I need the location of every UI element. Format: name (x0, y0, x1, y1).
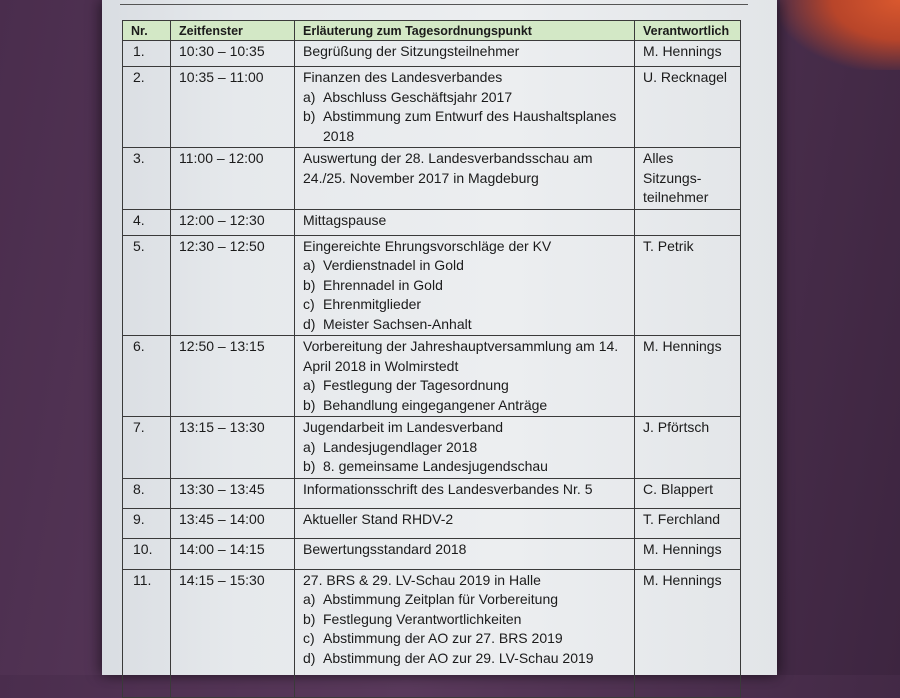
subitem-letter: a) (303, 438, 316, 455)
cell-erlaeuterung (295, 336, 635, 417)
topic-title: Jugendarbeit im Landesverband (303, 419, 504, 435)
subitem-text: Ehrennadel in Gold (323, 276, 443, 293)
cell-erlaeuterung (295, 538, 635, 569)
cell-nr: 8. (123, 478, 171, 508)
topic-title: Bewertungsstandard 2018 (303, 540, 467, 557)
topic-title: Finanzen des Landesverbandes (303, 69, 503, 85)
subitem-text: 8. gemeinsame Landesjugendschau (323, 458, 548, 474)
cell-nr: 10. (123, 538, 171, 569)
subitem-letter: a) (303, 591, 316, 607)
subitem-letter: a) (303, 377, 316, 393)
agenda-body (123, 41, 741, 698)
header-verantwortlich: Verantwortlich (635, 21, 741, 41)
subitem (303, 629, 628, 649)
cell-verantwortlich: T. Petrik (635, 235, 741, 336)
cell-erlaeuterung (295, 41, 635, 67)
table-row (123, 67, 741, 148)
cell-zeitfenster: 13:15 – 13:30 (171, 417, 295, 479)
subitem-letter: c) (303, 296, 315, 312)
cell-verantwortlich: J. Pförtsch (635, 417, 741, 479)
subitem-letter: b) (303, 396, 316, 413)
cell-erlaeuterung (295, 67, 635, 148)
top-rule (120, 0, 748, 5)
subitem (303, 315, 628, 335)
cell-nr: 4. (123, 209, 171, 235)
paper-sheet (102, 0, 777, 675)
cell-zeitfenster: 13:45 – 14:00 (171, 508, 295, 538)
cell-nr: 2. (123, 67, 171, 148)
subitem-text: Abschluss Geschäftsjahr 2017 (323, 88, 513, 105)
cell-verantwortlich: U. Recknagel (635, 67, 741, 148)
table-row (123, 148, 741, 210)
topic-title: Mittagspause (303, 211, 387, 228)
subitem-letter: b) (303, 276, 316, 293)
table-row (123, 41, 741, 67)
header-erlaeuterung: Erläuterung zum Tagesordnungspunkt (295, 21, 635, 41)
cell-nr: 7. (123, 417, 171, 479)
subitem-letter: b) (303, 108, 316, 124)
subitem (303, 396, 628, 416)
topic-title: Aktueller Stand RHDV-2 (303, 510, 454, 527)
cell-zeitfenster: 12:00 – 12:30 (171, 209, 295, 235)
subitem (303, 438, 628, 458)
header-row (123, 21, 741, 41)
cell-zeitfenster: 14:15 – 15:30 (171, 569, 295, 697)
cell-verantwortlich: M. Hennings (635, 569, 741, 697)
subitem-letter: b) (303, 458, 316, 474)
subitem-text: Landesjugendlager 2018 (323, 438, 478, 455)
cell-nr: 5. (123, 235, 171, 336)
cell-erlaeuterung (295, 209, 635, 235)
topic-title: Informationsschrift des Landesverbandes Nr. 5 (303, 480, 593, 497)
cell-zeitfenster: 10:30 – 10:35 (171, 41, 295, 67)
subitem-letter: a) (303, 257, 316, 273)
table-row (123, 508, 741, 538)
cell-erlaeuterung (295, 235, 635, 336)
cell-verantwortlich: M. Hennings (635, 538, 741, 569)
subitem-text: Abstimmung der AO zur 27. BRS 2019 (323, 630, 563, 646)
subitem (303, 276, 628, 296)
cell-verantwortlich: C. Blappert (635, 478, 741, 508)
cell-erlaeuterung (295, 478, 635, 508)
topic-title: Vorbereitung der Jahreshauptversammlung am 14. April 2018 in Wolmirstedt (303, 338, 619, 374)
cell-nr: 6. (123, 336, 171, 417)
cell-nr: 3. (123, 148, 171, 210)
cell-zeitfenster: 10:35 – 11:00 (171, 67, 295, 148)
subitem-text: Ehrenmitglieder (323, 296, 422, 312)
cell-verantwortlich: Alles Sitzungs-teilnehmer (635, 148, 741, 210)
subitem-text: Meister Sachsen-Anhalt (323, 315, 472, 332)
header-zeitfenster: Zeitfenster (171, 21, 295, 41)
table-row (123, 478, 741, 508)
cell-zeitfenster: 11:00 – 12:00 (171, 148, 295, 210)
subitem (303, 610, 628, 630)
topic-title: Begrüßung der Sitzungsteilnehmer (303, 43, 520, 59)
table-row (123, 417, 741, 479)
subitem (303, 649, 628, 669)
subitem (303, 457, 628, 477)
cell-verantwortlich: M. Hennings (635, 336, 741, 417)
subitem-text: Abstimmung zum Entwurf des Haushaltsplanes 2018 (323, 108, 617, 144)
subitem-text: Abstimmung Zeitplan für Vorbereitung (323, 591, 559, 607)
subitem-text: Behandlung eingegangener Anträge (323, 396, 548, 413)
subitem (303, 88, 628, 108)
table-row (123, 538, 741, 569)
subitem-letter: a) (303, 88, 316, 105)
topic-title: Auswertung der 28. Landesverbandsschau am 24./25. November 2017 in Magdeburg (303, 150, 593, 186)
agenda-table (122, 20, 741, 698)
cell-verantwortlich (635, 209, 741, 235)
cell-nr: 11. (123, 569, 171, 697)
cell-erlaeuterung (295, 148, 635, 210)
subitem-text: Festlegung Verantwortlichkeiten (323, 610, 522, 627)
subitem (303, 376, 628, 396)
cell-zeitfenster: 14:00 – 14:15 (171, 538, 295, 569)
table-row (123, 569, 741, 697)
subitem-letter: b) (303, 610, 316, 627)
subitem (303, 256, 628, 276)
header-nr: Nr. (123, 21, 171, 41)
cell-zeitfenster: 12:30 – 12:50 (171, 235, 295, 336)
cell-verantwortlich: T. Ferchland (635, 508, 741, 538)
cell-erlaeuterung (295, 508, 635, 538)
cell-verantwortlich: M. Hennings (635, 41, 741, 67)
subitem-text: Verdienstnadel in Gold (323, 257, 464, 273)
subitem (303, 295, 628, 315)
subitem-letter: d) (303, 649, 316, 666)
orange-object-corner (780, 0, 900, 70)
subitem (303, 107, 628, 146)
table-row (123, 235, 741, 336)
cell-nr: 1. (123, 41, 171, 67)
table-row (123, 336, 741, 417)
topic-title: 27. BRS & 29. LV-Schau 2019 in Halle (303, 571, 541, 588)
subitem (303, 590, 628, 610)
table-row (123, 209, 741, 235)
subitem-text: Abstimmung der AO zur 29. LV-Schau 2019 (323, 649, 594, 666)
subitem-text: Festlegung der Tagesordnung (323, 377, 509, 393)
cell-zeitfenster: 12:50 – 13:15 (171, 336, 295, 417)
cell-zeitfenster: 13:30 – 13:45 (171, 478, 295, 508)
cell-erlaeuterung (295, 417, 635, 479)
subitem-letter: c) (303, 630, 315, 646)
cell-nr: 9. (123, 508, 171, 538)
topic-title: Eingereichte Ehrungsvorschläge der KV (303, 237, 552, 254)
cell-erlaeuterung (295, 569, 635, 697)
subitem-letter: d) (303, 315, 316, 332)
